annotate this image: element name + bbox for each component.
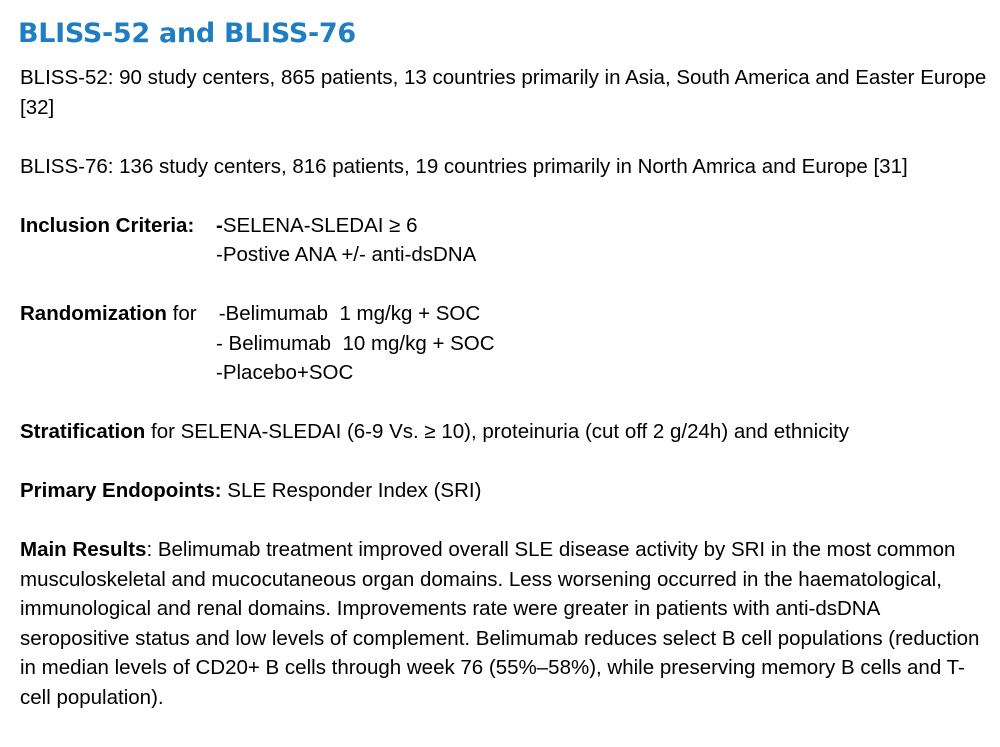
randomization-row-1 [20, 299, 990, 329]
randomization-for: for [166, 302, 203, 325]
main-results-label: Main Results [20, 538, 147, 561]
spacer [20, 181, 990, 211]
spacer [20, 447, 990, 477]
inclusion-label-text: Inclusion Criteria: [20, 213, 195, 237]
stratification-text: for SELENA-SLEDAI (6-9 Vs. ≥ 10), proteinuria (cut off 2 g/24h) and ethnicity [145, 420, 849, 443]
primary-endpoints-label: Primary Endopoints: [20, 479, 222, 502]
inclusion-criteria [20, 211, 990, 270]
inclusion-dash: - [216, 213, 223, 237]
bliss52-description: BLISS-52: 90 study centers, 865 patients, 13 countries primarily in Asia, South America and Easter Europe [32] [20, 66, 987, 119]
primary-endpoints [20, 476, 990, 506]
inclusion-item-1 [216, 211, 418, 241]
bliss76-description: BLISS-76: 136 study centers, 816 patients, 19 countries primarily in North Amrica and Europe [31] [20, 154, 908, 178]
inclusion-label [20, 211, 216, 241]
spacer [20, 270, 990, 300]
randomization [20, 299, 990, 388]
stratification-label: Stratification [20, 420, 146, 443]
spacer [20, 388, 990, 418]
randomization-item-3: -Placebo+SOC [216, 361, 354, 384]
randomization-label: Randomization [20, 302, 167, 325]
slide-title: BLISS-52 and BLISS-76 [18, 18, 356, 49]
inclusion-row-1 [20, 211, 990, 241]
stratification [20, 417, 990, 447]
spacer [20, 506, 990, 536]
randomization-item-2: - Belimumab 10 mg/kg + SOC [216, 331, 495, 355]
spacer [20, 122, 990, 152]
primary-endpoints-text: SLE Responder Index (SRI) [221, 479, 482, 502]
slide-body [20, 63, 990, 712]
randomization-item-1: -Belimumab 1 mg/kg + SOC [213, 302, 481, 325]
randomization-label-wrap [20, 299, 216, 329]
main-results-text: : Belimumab treatment improved overall SLE disease activity by SRI in the most common musculoskeletal and mucocutaneous organ domains. Less worsening occurred in the haematological, immunological and renal domains. Improvements rate were greater in patients with anti-dsDNA seropositive status and low levels of complement. Belimumab reduces select B cell populations (reduction in median levels of CD20+ B cells through week 76 (55%–58%), while preserving memory B cells and T-cell population). [20, 538, 980, 709]
main-results [20, 535, 990, 712]
inclusion-item-2: -Postive ANA +/- anti-dsDNA [216, 243, 477, 266]
inclusion-item-1-text: SELENA-SLEDAI ≥ 6 [222, 213, 418, 237]
